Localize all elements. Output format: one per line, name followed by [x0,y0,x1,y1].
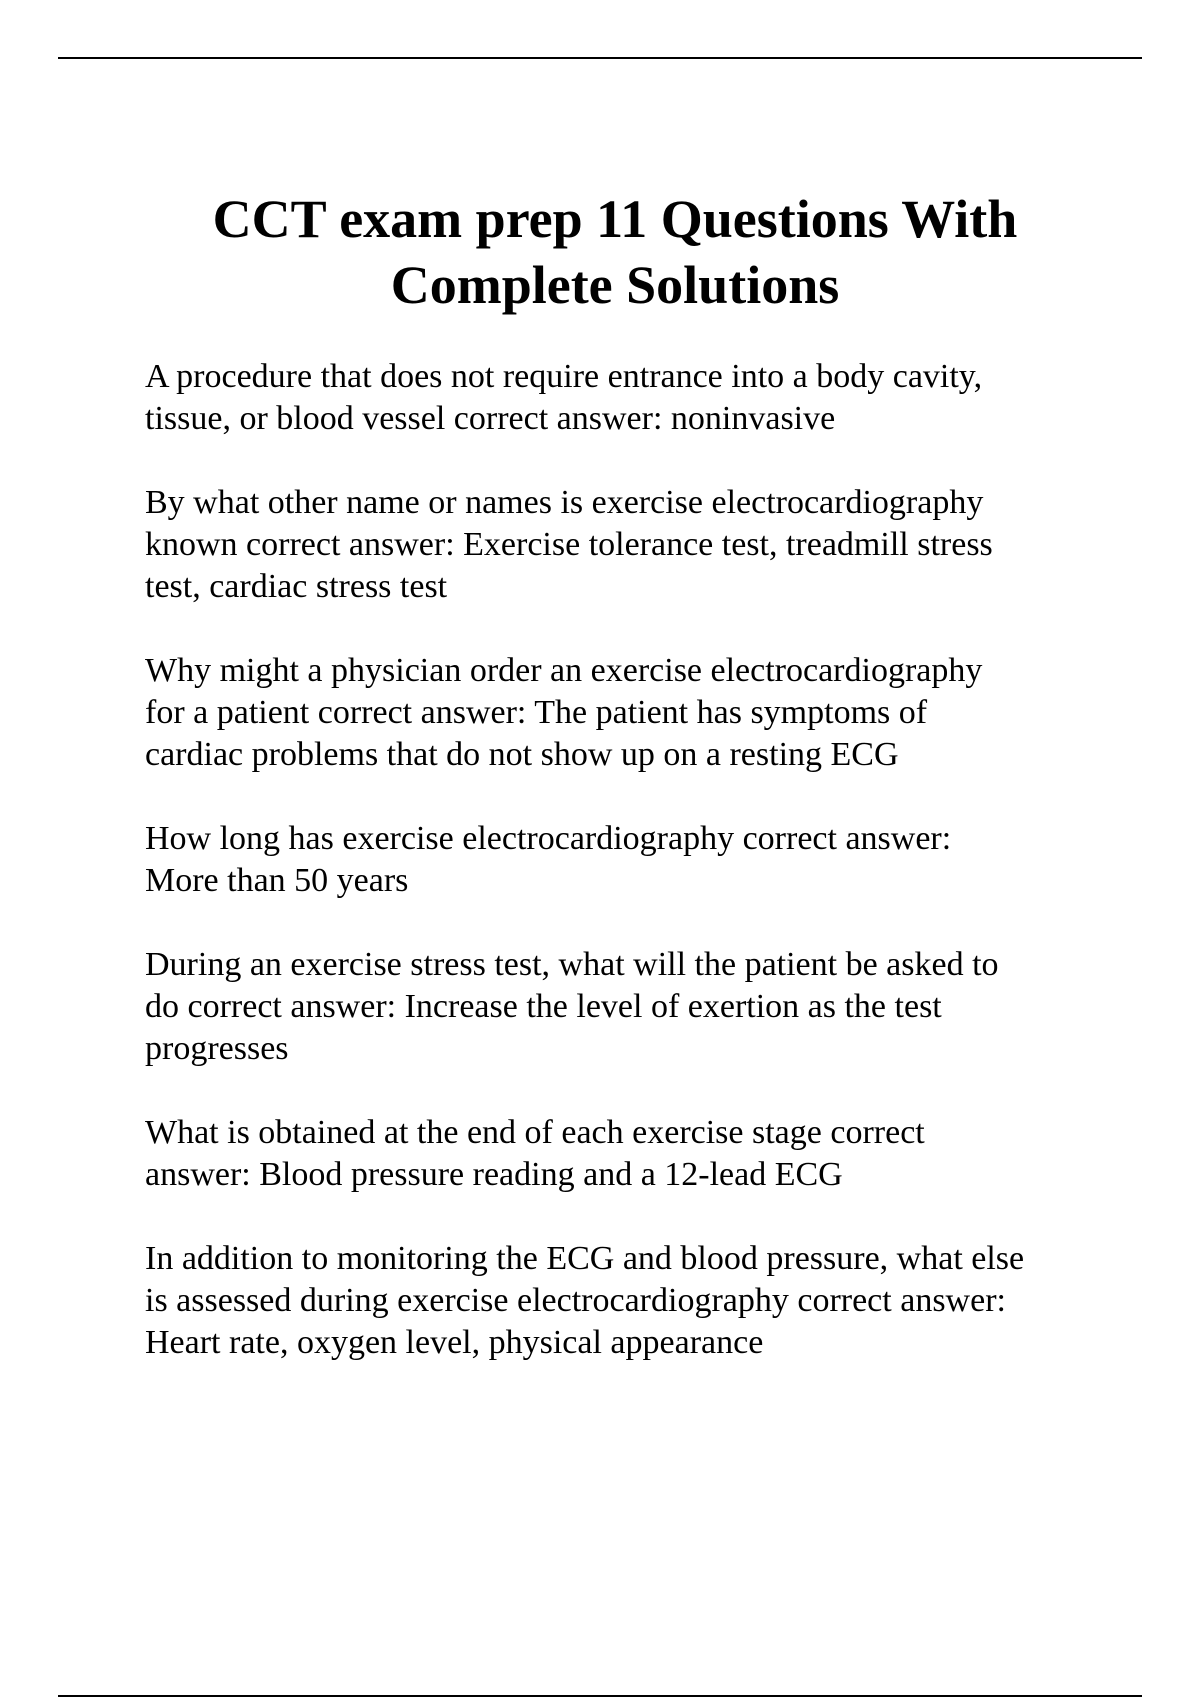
qa-item: How long has exercise electrocardiography correct answer: More than 50 years [145,820,952,899]
qa-item: What is obtained at the end of each exercise stage correct answer: Blood pressure reading and a 12-lead ECG [145,1114,925,1193]
qa-item: A procedure that does not require entrance into a body cavity, tissue, or blood vessel correct answer: noninvasive [145,358,983,437]
footer-rule [58,1695,1142,1697]
qa-item: In addition to monitoring the ECG and blood pressure, what else is assessed during exercise electrocardiography correct answer: Heart rate, oxygen level, physical appearance [145,1240,1025,1361]
header-rule [58,57,1142,59]
qa-item: Why might a physician order an exercise electrocardiography for a patient correct answer: The patient has symptoms of cardiac problems that do not show up on a resting ECG [145,652,983,773]
qa-item: During an exercise stress test, what will the patient be asked to do correct answer: Increase the level of exertion as the test progresses [145,946,999,1067]
qa-item: By what other name or names is exercise electrocardiography known correct answer: Exercise tolerance test, treadmill stress test, cardiac stress test [145,484,993,605]
document-title: CCT exam prep 11 Questions With Complete Solutions [212,189,1018,315]
qa-list [145,356,1105,1406]
